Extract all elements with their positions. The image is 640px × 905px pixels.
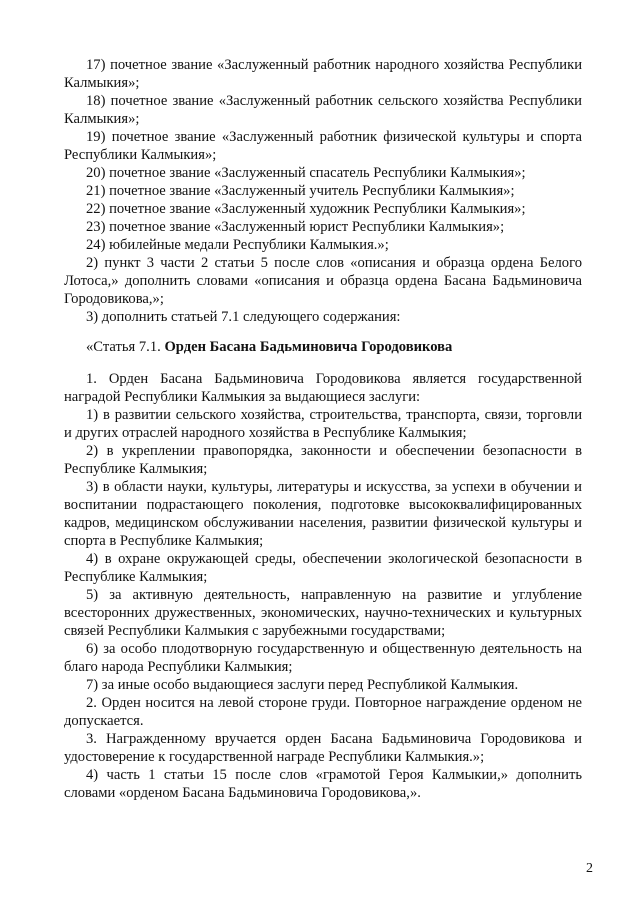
page-number: 2: [586, 861, 593, 876]
merit-item-4: 4) в охране окружающей среды, обеспечении экологической безопасности в Республике Калмыкия;: [64, 551, 582, 585]
amendment-point-3: 3) дополнить статьей 7.1 следующего содержания:: [86, 309, 401, 325]
amendment-point-2: 2) пункт 3 части 2 статьи 5 после слов «описания и образца ордена Белого Лотоса,» дополнить словами «описания и образца ордена Басана Бадьминовича Городовикова,»;: [64, 255, 582, 307]
list-item-22: 22) почетное звание «Заслуженный художник Республики Калмыкия»;: [86, 201, 526, 217]
article-body: [64, 370, 582, 802]
list-continuation: [64, 56, 582, 326]
merit-item-1: 1) в развитии сельского хозяйства, строительства, транспорта, связи, торговли и других отраслей народного хозяйства в Республике Калмыкия;: [64, 407, 582, 441]
list-item-18: 18) почетное звание «Заслуженный работник сельского хозяйства Республики Калмыкия»;: [64, 93, 582, 127]
list-item-20: 20) почетное звание «Заслуженный спасатель Республики Калмыкия»;: [86, 165, 526, 181]
article-clause-1: 1. Орден Басана Бадьминовича Городовикова является государственной наградой Республики Калмыкия за выдающиеся заслуги:: [64, 371, 582, 405]
article-clause-3: 3. Награжденному вручается орден Басана Бадьминовича Городовикова и удостоверение к государственной награде Республики Калмыкия.»;: [64, 731, 582, 765]
article-heading: [64, 338, 582, 356]
amendment-point-4: 4) часть 1 статьи 15 после слов «грамотой Героя Калмыкии,» дополнить словами «орденом Басана Бадьминовича Городовикова,».: [64, 767, 582, 801]
list-item-21: 21) почетное звание «Заслуженный учитель Республики Калмыкия»;: [86, 183, 515, 199]
article-title: [64, 338, 582, 356]
list-item-19: 19) почетное звание «Заслуженный работник физической культуры и спорта Республики Калмыкия»;: [64, 129, 582, 163]
article-name: Орден Басана Бадьминовича Городовикова: [164, 339, 453, 355]
list-item-23: 23) почетное звание «Заслуженный юрист Республики Калмыкия»;: [86, 219, 505, 235]
merit-item-7: 7) за иные особо выдающиеся заслуги перед Республикой Калмыкия.: [86, 677, 519, 693]
merit-item-3: 3) в области науки, культуры, литературы и искусства, за успехи в обучении и воспитании подрастающего поколения, подготовке высококвалифицированных кадров, медицинском обслуживании населения, развитии физической культуры и спорта в Республике Калмыкия;: [64, 479, 582, 549]
merit-item-5: 5) за активную деятельность, направленную на развитие и углубление всесторонних дружественных, экономических, научно-технических и культурных связей Республики Калмыкия с зарубежными государствами;: [64, 587, 582, 639]
list-item-24: 24) юбилейные медали Республики Калмыкия.»;: [86, 237, 389, 253]
article-prefix: «Статья 7.1.: [86, 339, 165, 355]
article-clause-2: 2. Орден носится на левой стороне груди. Повторное награждение орденом не допускается.: [64, 695, 582, 729]
merit-item-6: 6) за особо плодотворную государственную и общественную деятельность на благо народа Республики Калмыкия;: [64, 641, 582, 675]
list-item-17: 17) почетное звание «Заслуженный работник народного хозяйства Республики Калмыкия»;: [64, 57, 582, 91]
merit-item-2: 2) в укреплении правопорядка, законности и обеспечении безопасности в Республике Калмыкия;: [64, 443, 582, 477]
